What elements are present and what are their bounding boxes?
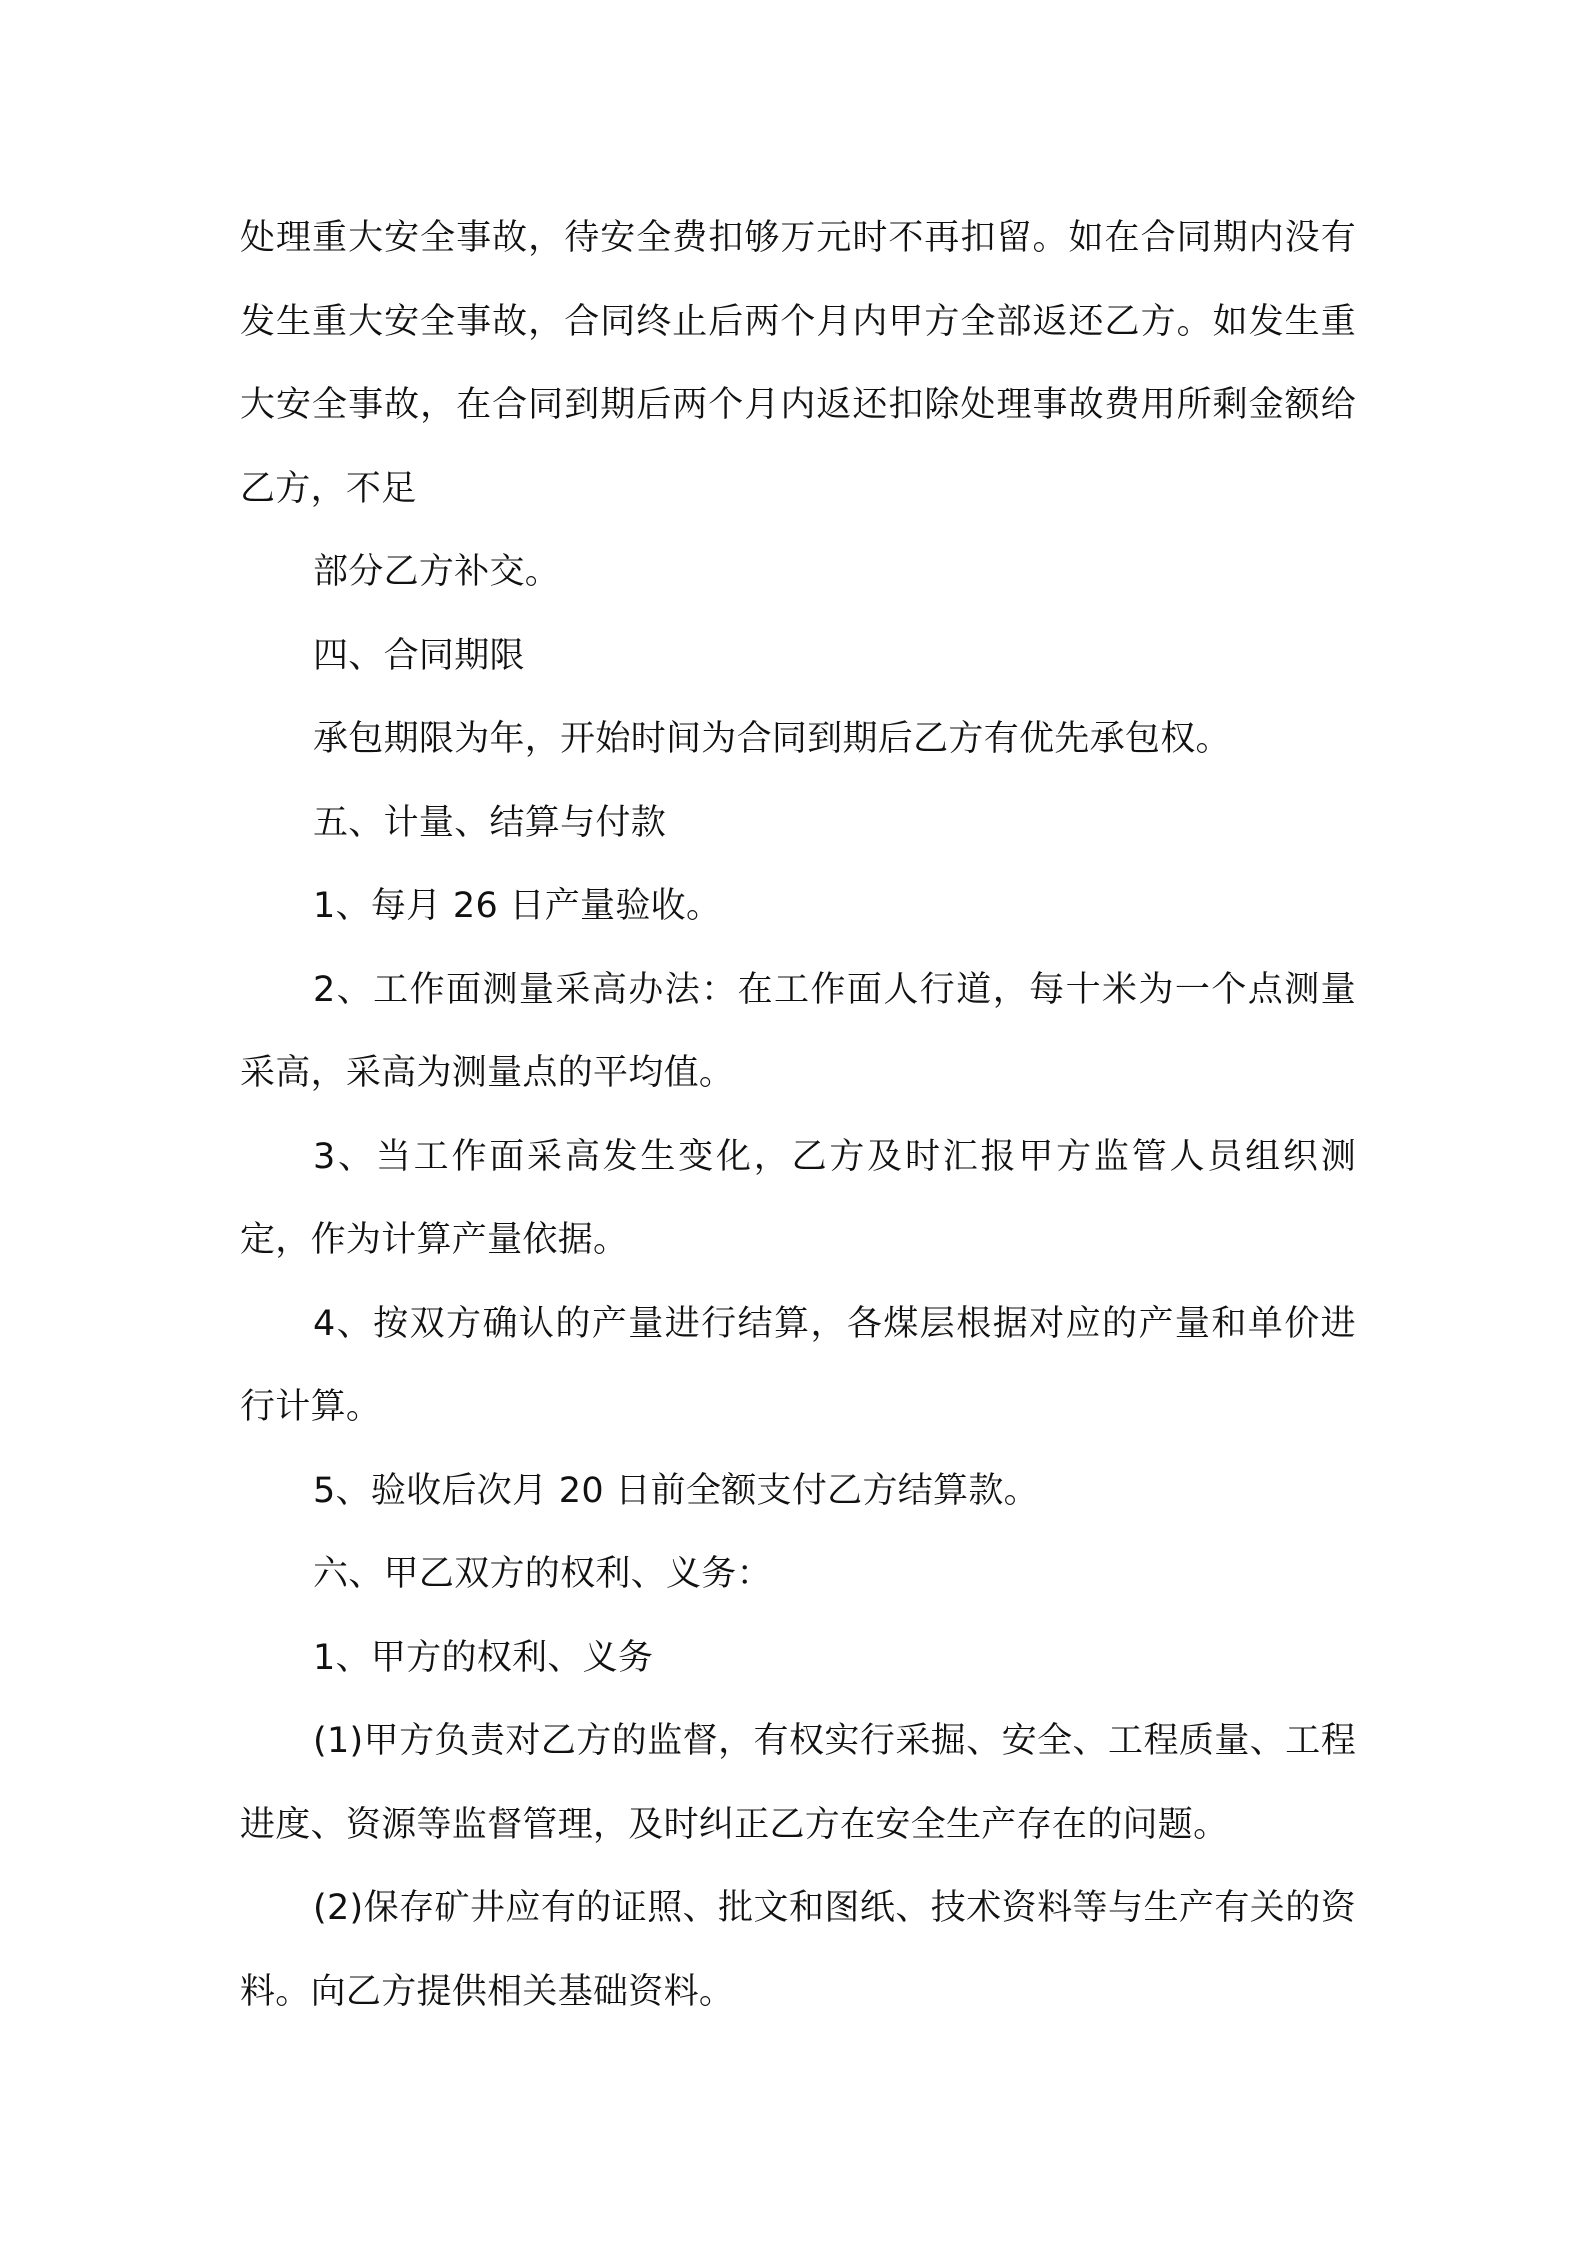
list-item-party-a-1: (1)甲方负责对乙方的监督，有权实行采掘、安全、工程质量、工程进度、资源等监督管理，及时纠正乙方在安全生产存在的问题。 [240, 1721, 1356, 1845]
paragraph-safety-deposit: 处理重大安全事故，待安全费扣够万元时不再扣留。如在合同期内没有发生重大安全事故，合同终止后两个月内甲方全部返还乙方。如发生重大安全事故，在合同到期后两个月内返还扣除处理事故费用所剩金额给乙方，不足 [240, 218, 1356, 509]
list-item-measurement-3: 3、当工作面采高发生变化，乙方及时汇报甲方监管人员组织测定，作为计算产量依据。 [240, 1136, 1356, 1260]
paragraph-shortfall: 部分乙方补交。 [313, 552, 561, 592]
section-heading-measurement-payment: 五、计量、结算与付款 [313, 802, 667, 843]
list-item-measurement-1: 1、每月 26 日产量验收。 [313, 886, 722, 926]
list-item-measurement-2: 2、工作面测量采高办法：在工作面人行道，每十米为一个点测量采高，采高为测量点的平均值。 [240, 969, 1356, 1093]
list-item-party-a-2: (2)保存矿井应有的证照、批文和图纸、技术资料等与生产有关的资料。向乙方提供相关基础资料。 [240, 1888, 1356, 2012]
list-item-measurement-4: 4、按双方确认的产量进行结算，各煤层根据对应的产量和单价进行计算。 [240, 1303, 1356, 1427]
subsection-heading-party-a: 1、甲方的权利、义务 [313, 1637, 654, 1678]
section-heading-rights-obligations: 六、甲乙双方的权利、义务： [313, 1554, 772, 1594]
list-item-measurement-5: 5、验收后次月 20 日前全额支付乙方结算款。 [313, 1470, 1039, 1511]
paragraph-contract-term: 承包期限为年，开始时间为合同到期后乙方有优先承包权。 [313, 719, 1231, 759]
section-heading-contract-term: 四、合同期限 [313, 635, 525, 676]
document-body [240, 197, 1356, 2034]
